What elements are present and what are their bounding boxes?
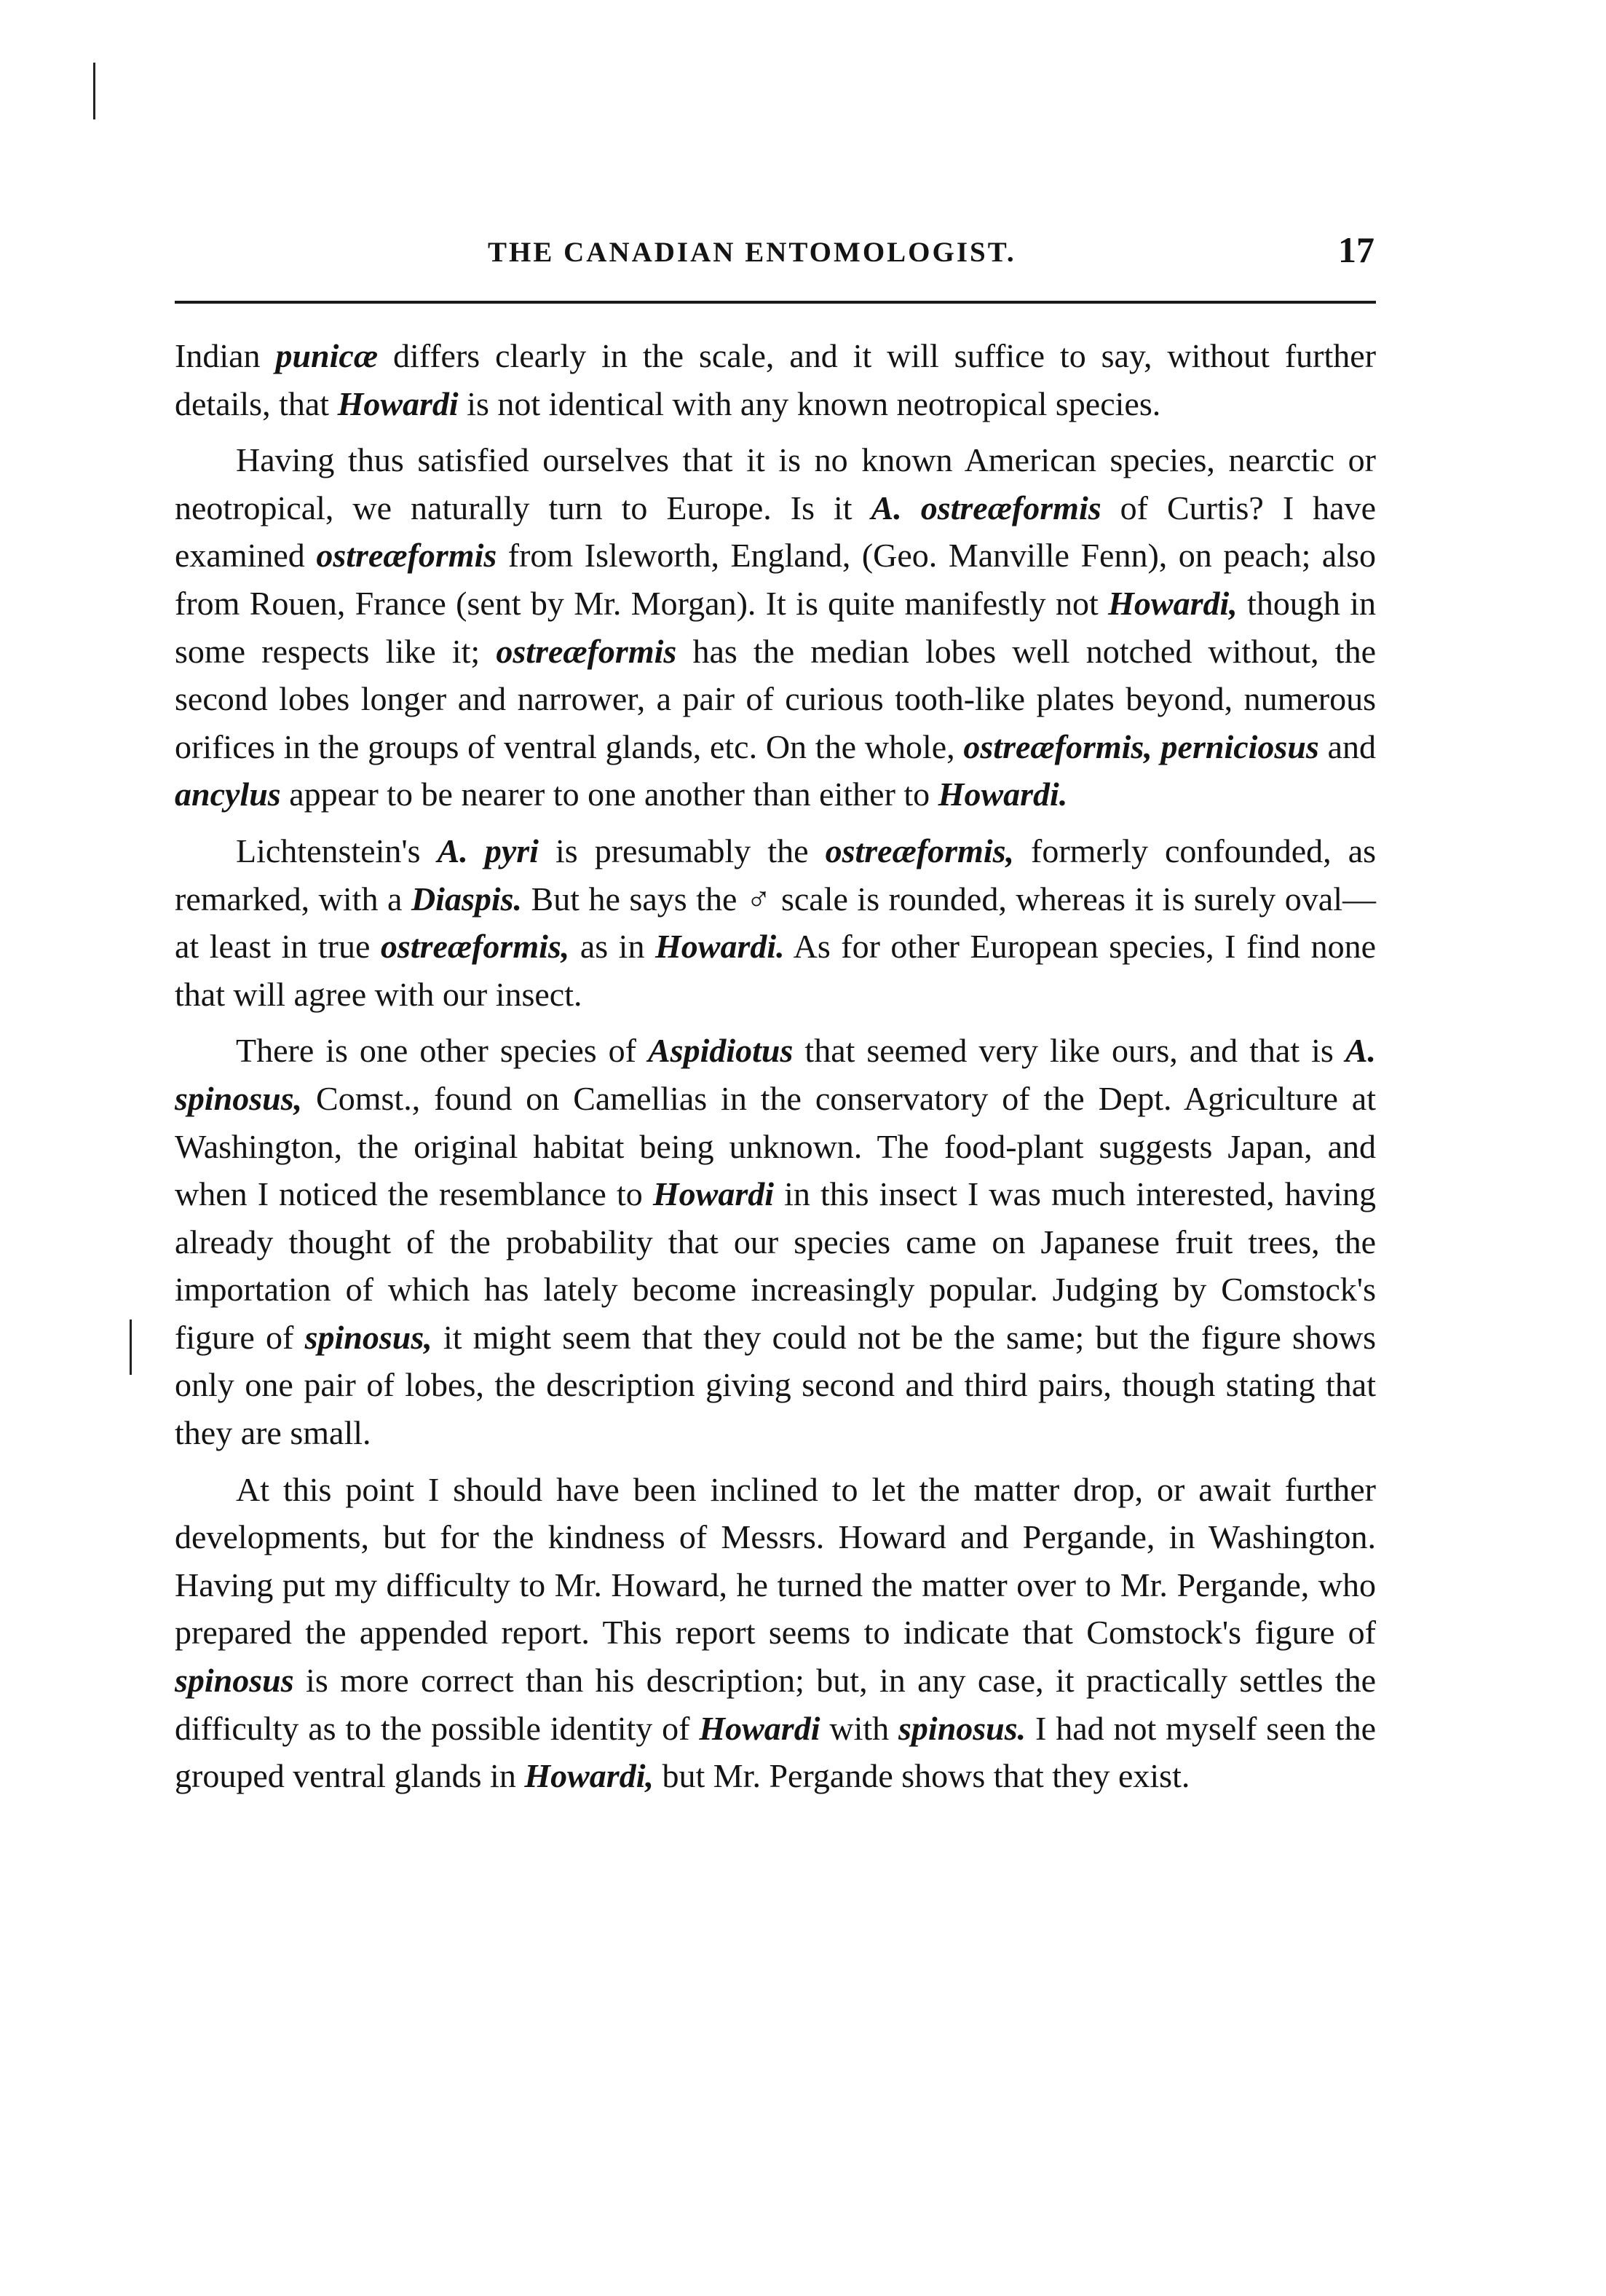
text-segment: I had not myself seen the grouped ventral glands in [175,1709,1377,1795]
italic-term: A. pyri [437,832,539,869]
text-segment: As for other European species, I find none that will agree with our insect. [175,928,1376,1013]
text-segment: from Isleworth, England, (Geo. Manville Fenn), on peach; also from Rouen, France (sent by Mr. Morgan). It is quite manifestly not [175,537,1377,622]
italic-term: Howardi [699,1709,820,1747]
page-number: 17 [1338,229,1374,270]
text-segment: but Mr. Pergande shows that they exist. [653,1757,1190,1795]
text-segment: and [1318,727,1376,765]
paragraph-3 [175,827,1376,1018]
italic-term: ostreæformis, perniciosus [963,727,1319,765]
paragraph-2 [175,436,1376,818]
text-segment: differs clearly in the scale, and it will suffice to say, without further details, that [175,337,1377,422]
text-segment: formerly confounded, as remarked, with a [175,832,1377,918]
text-segment: as in [569,928,655,966]
text-segment: Having thus satisfied ourselves that it is no known American species, nearctic or neotropical, we naturally turn to Europe. Is it [175,441,1376,526]
italic-term: Aspidiotus [648,1032,794,1070]
text-segment: is more correct than his description; but, in any case, it practically settles the difficulty as to the possible identity of [175,1662,1376,1747]
text-segment: Comst., found on Camellias in the conservatory of the Dept. Agriculture at Washington, the original habitat being unknown. The food-plant suggests Japan, and when I noticed the resemblance to [175,1079,1376,1213]
text-segment: At this point I should have been inclined to let the matter drop, or await further developments, but for the kindness of Messrs. Howard and Pergande, in Washington. Having put my difficulty to Mr. Howard, he turned the matter over to Mr. Pergande, who prepared the appended report. This report seems to indicate that Comstock's figure of [175,1470,1376,1652]
italic-term: ostreæformis [496,632,677,670]
text-segment: it might seem that they could not be the same; but the figure shows only one pair of lobes, the description giving second and third pairs, though stating that they are small. [175,1318,1376,1452]
italic-term: Howardi [337,384,459,422]
italic-term: Howardi [652,1175,775,1213]
text-segment: appear to be nearer to one another than either to [280,776,938,813]
italic-term: Howardi, [1108,584,1238,622]
margin-mark-left [130,1319,132,1375]
text-segment: is not identical with any known neotropical species. [458,384,1161,422]
text-segment: is presumably the [538,832,826,869]
italic-term: A. spinosus, [175,1032,1376,1117]
italic-term: ancylus [175,776,281,813]
text-segment: though in some respects like it; [175,584,1376,670]
text-segment: But he says the ♂ scale is rounded, whereas it is surely oval—at least in true [175,880,1376,966]
italic-term: ostreæformis, [380,928,570,966]
italic-term: spinosus. [898,1709,1027,1747]
italic-term: punicæ [275,337,379,374]
italic-term: A. ostreæformis [871,489,1101,526]
running-title: THE CANADIAN ENTOMOLOGIST. [488,237,1016,268]
paragraph-1 [175,332,1376,427]
body-text [175,332,1376,1809]
italic-term: ostreæformis, [825,832,1014,869]
italic-term: ostreæformis [316,537,497,575]
text-segment: that seemed very like ours, and that is [793,1032,1345,1070]
text-segment: has the median lobes well notched without, the second lobes longer and narrower, a pair of curious tooth-like plates beyond, numerous orifices in the groups of ventral glands, etc. On the whole, [175,632,1376,765]
italic-term: Diaspis. [411,880,523,918]
margin-mark-top [93,63,95,119]
text-segment: There is one other species of [236,1032,648,1070]
italic-term: spinosus, [304,1318,432,1356]
text-segment: Indian [175,337,276,374]
italic-term: spinosus [175,1662,294,1700]
text-segment: with [820,1709,899,1747]
italic-term: Howardi. [654,928,785,966]
text-segment: Lichtenstein's [236,832,438,869]
text-segment: of Curtis? I have examined [175,489,1376,575]
header-rule [175,301,1376,304]
text-segment: in this insect I was much interested, having already thought of the probability that our species came on Japanese fruit trees, the importation of which has lately become increasingly popular. Judging by Comstock's figure of [175,1175,1376,1356]
italic-term: Howardi, [524,1757,654,1795]
paragraph-5 [175,1466,1376,1800]
page-header [175,229,1376,275]
paragraph-4 [175,1027,1376,1456]
italic-term: Howardi. [938,776,1068,813]
